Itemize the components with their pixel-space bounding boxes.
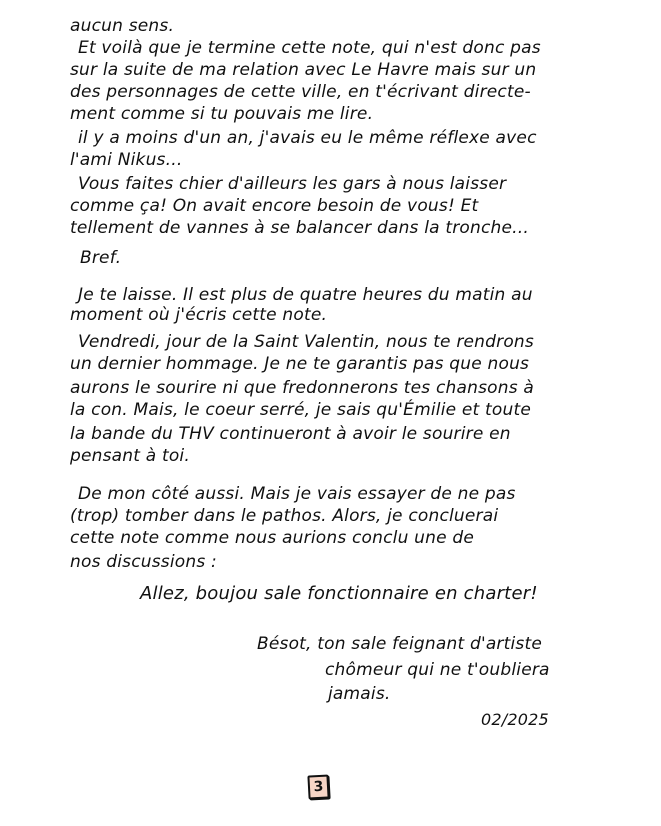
text-line: sur la suite de ma relation avec Le Havre mais sur un	[70, 60, 537, 80]
text-line: aucun sens.	[70, 16, 175, 36]
signature-line: jamais.	[328, 684, 391, 704]
text-line: ment comme si tu pouvais me lire.	[70, 104, 374, 124]
signature-line: Bésot, ton sale feignant d'artiste	[257, 634, 542, 654]
text-line: l'ami Nikus...	[70, 150, 183, 170]
text-line: la bande du THV continueront à avoir le sourire en	[70, 424, 511, 444]
text-line: tellement de vannes à se balancer dans la tronche...	[70, 218, 529, 238]
text-line: des personnages de cette ville, en t'écrivant directe-	[70, 82, 531, 102]
text-line: De mon côté aussi. Mais je vais essayer de ne pas	[78, 484, 516, 504]
signature-line: chômeur qui ne t'oubliera	[325, 660, 550, 680]
text-line: Vous faites chier d'ailleurs les gars à nous laisser	[78, 174, 507, 194]
letter-date: 02/2025	[481, 710, 549, 729]
closing-quote: Allez, boujou sale fonctionnaire en charter!	[140, 583, 538, 604]
text-line: un dernier hommage. Je ne te garantis pas que nous	[70, 354, 530, 374]
text-line: moment où j'écris cette note.	[70, 305, 328, 325]
text-line: aurons le sourire ni que fredonnerons tes chansons à	[70, 378, 534, 398]
text-line: (trop) tomber dans le pathos. Alors, je concluerai	[70, 506, 499, 526]
text-line: Je te laisse. Il est plus de quatre heures du matin au	[78, 285, 533, 305]
text-line: comme ça! On avait encore besoin de vous! Et	[70, 196, 479, 216]
page-number: 3	[313, 778, 324, 796]
page-number-badge	[307, 774, 329, 799]
text-line: la con. Mais, le coeur serré, je sais qu'Émilie et toute	[70, 400, 531, 420]
text-line: il y a moins d'un an, j'avais eu le même réflexe avec	[78, 128, 537, 148]
text-line: pensant à toi.	[70, 446, 190, 466]
text-line: Bref.	[80, 248, 122, 268]
text-line: Vendredi, jour de la Saint Valentin, nous te rendrons	[78, 332, 534, 352]
text-line: nos discussions :	[70, 552, 217, 572]
text-line: cette note comme nous aurions conclu une de	[70, 528, 475, 548]
text-line: Et voilà que je termine cette note, qui n'est donc pas	[78, 38, 541, 58]
